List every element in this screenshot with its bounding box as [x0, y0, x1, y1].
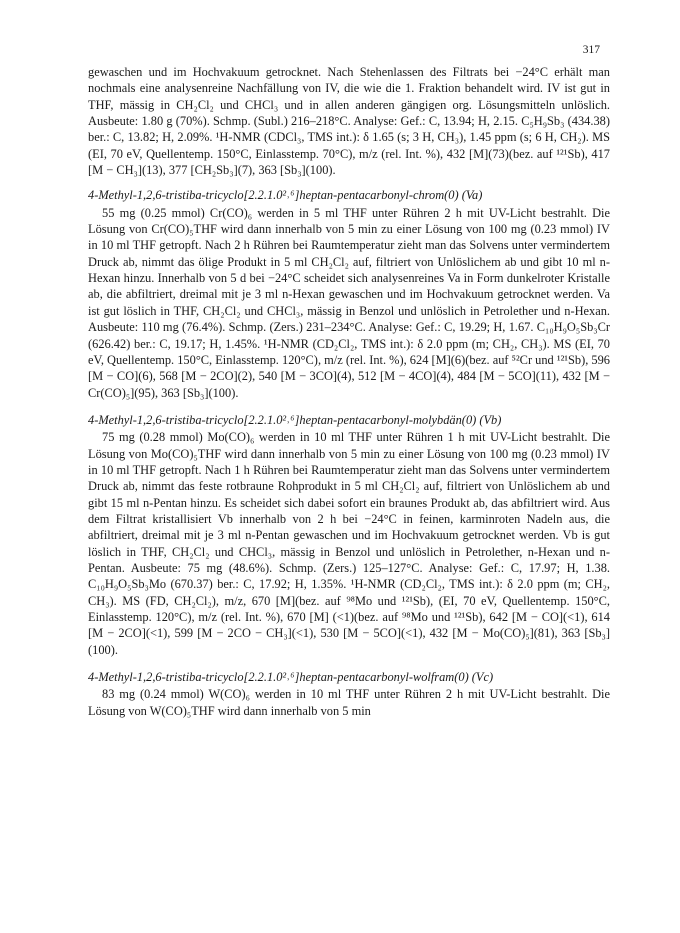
- section-heading-vb: 4-Methyl-1,2,6-tristiba-tricyclo[2.2.1.0²˒⁶]heptan-pentacarbonyl-molybdän(0) (Vb): [88, 412, 502, 427]
- section-text-va: 55 mg (0.25 mmol) Cr(CO)₆ werden in 5 ml THF unter Rühren 2 h mit UV-Licht bestrahlt. Die Lösung von Cr(CO)₅THF wird dann innerhalb von 5 min zu einer Lösung von 100 mg (0.23 mmol) IV in 10 ml THF getropft. Nach 2 h Rühren bei Raumtemperatur zieht man das Solvens unter vermindertem Druck ab, nimmt das ölige Produkt in 5 ml CH₂Cl₂ auf, filtriert von Unlöslichem ab und gibt 10 ml n-Hexan hinzu. Innerhalb von 5 d bei −24°C scheidet sich analysenreines Va in Form dunkelroter Kristalle ab, die abfiltriert, dreimal mit je 3 ml n-Hexan gewaschen und im Hochvakuum getrocknet werden. Va ist gut löslich in THF, CH₂Cl₂ und CHCl₃, mässig in Benzol und unlöslich in Petrolether und n-Hexan. Ausbeute: 110 mg (76.4%). Schmp. (Zers.) 231–234°C. Analyse: Gef.: C, 19.29; H, 1.67. C₁₀H₉O₅Sb₃Cr (626.42) ber.: C, 19.17; H, 1.45%. ¹H-NMR (CD₂Cl₂, TMS int.): δ 2.0 ppm (m; CH₂, CH₃). MS (EI, 70 eV, Quellentemp. 150°C, Einlasstemp. 120°C), m/z (rel. Int. %), 624 [M](6)(bez. auf ⁵²Cr und ¹²¹Sb), 596 [M − CO](6), 568 [M − 2CO](2), 540 [M − 3CO](4), 512 [M − 4CO](4), 484 [M − 5CO](11), 432 [M − Cr(CO)₅](95), 363 [Sb₃](100).: [88, 205, 610, 400]
- section-heading-va: 4-Methyl-1,2,6-tristiba-tricyclo[2.2.1.0²˒⁶]heptan-pentacarbonyl-chrom(0) (Va): [88, 188, 483, 203]
- section-text-vc: 83 mg (0.24 mmol) W(CO)₆ werden in 10 ml THF unter Rühren 2 h mit UV-Licht bestrahlt. Die Lösung von W(CO)₅THF wird dann innerhalb von 5 min: [88, 687, 610, 718]
- page-number: 317: [582, 44, 600, 56]
- page-body: [88, 64, 610, 719]
- section-heading-vc: 4-Methyl-1,2,6-tristiba-tricyclo[2.2.1.0²˒⁶]heptan-pentacarbonyl-wolfram(0) (Vc): [88, 670, 494, 685]
- intro-paragraph: gewaschen und im Hochvakuum getrocknet. Nach Stehenlassen des Filtrats bei −24°C erhält man nochmals eine analysenreine Nachfällung von IV, die wie die 1. Fraktion behandelt wird. IV ist gut in THF, mässig in CH₂Cl₂ und CHCl₃ und in allen anderen gängigen org. Lösungsmitteln unlöslich. Ausbeute: 1.80 g (70%). Schmp. (Subl.) 216–218°C. Analyse: Gef.: C, 13.94; H, 2.15. C₅H₉Sb₃ (434.38) ber.: C, 13.82; H, 2.09%. ¹H-NMR (CDCl₃, TMS int.): δ 1.65 (s; 3 H, CH₃), 1.45 ppm (s; 6 H, CH₂). MS (EI, 70 eV, Quellentemp. 150°C, Einlasstemp. 70°C), m/z (rel. Int. %), 432 [M](73)(bez. auf ¹²¹Sb), 417 [M − CH₃](13), 377 [CH₂Sb₃](7), 363 [Sb₃](100).: [88, 65, 610, 178]
- section-text-vb: 75 mg (0.28 mmol) Mo(CO)₆ werden in 10 ml THF unter Rühren 1 h mit UV-Licht bestrahlt. Die Lösung von Mo(CO)₅THF wird dann innerhalb von 5 min zu einer Lösung von 100 mg (0.23 mmol) IV in 10 ml THF getropft. Nach 1 h Rühren bei Raumtemperatur zieht man das Solvens unter vermindertem Druck ab, nimmt das feste rotbraune Rohprodukt in 5 ml CH₂Cl₂ auf, filtriert von Unlöslichem ab und gibt 15 ml n-Pentan hinzu. Es scheidet sich dabei sofort ein braunes Produkt ab, das abfiltriert wird. Aus dem Filtrat kristallisiert Vb innerhalb von 2 h bei −24°C in feinen, karminroten Nadeln aus, die abfiltriert, dreimal mit je 3 ml n-Pentan gewaschen und im Hochvakuum getrocknet werden. Vb is gut löslich in THF, CH₂Cl₂ und CHCl₃, mässig in Benzol und unlöslich in Petrolether, n-Hexan und n-Pentan. Ausbeute: 75 mg (48.6%). Schmp. (Zers.) 125–127°C. Analyse: Gef.: C, 17.97; H, 1.38. C₁₀H₉O₅Sb₃Mo (670.37) ber.: C, 17.92; H, 1.35%. ¹H-NMR (CD₂Cl₂, TMS int.): δ 2.0 ppm (m; CH₂, CH₃). MS (FD, CH₂Cl₂), m/z, 670 [M](bez. auf ⁹⁸Mo und ¹²¹Sb), (EI, 70 eV, Quellentemp. 150°C, Einlasstemp. 120°C), m/z (rel. Int. %), 670 [M] (<1)(bez. auf ⁹⁸Mo und ¹²¹Sb), 642 [M − CO](<1), 614 [M − 2CO](<1), 599 [M − 2CO − CH₃](<1), 530 [M − 5CO](<1), 432 [M − Mo(CO)₅](81), 363 [Sb₃](100).: [88, 430, 610, 657]
